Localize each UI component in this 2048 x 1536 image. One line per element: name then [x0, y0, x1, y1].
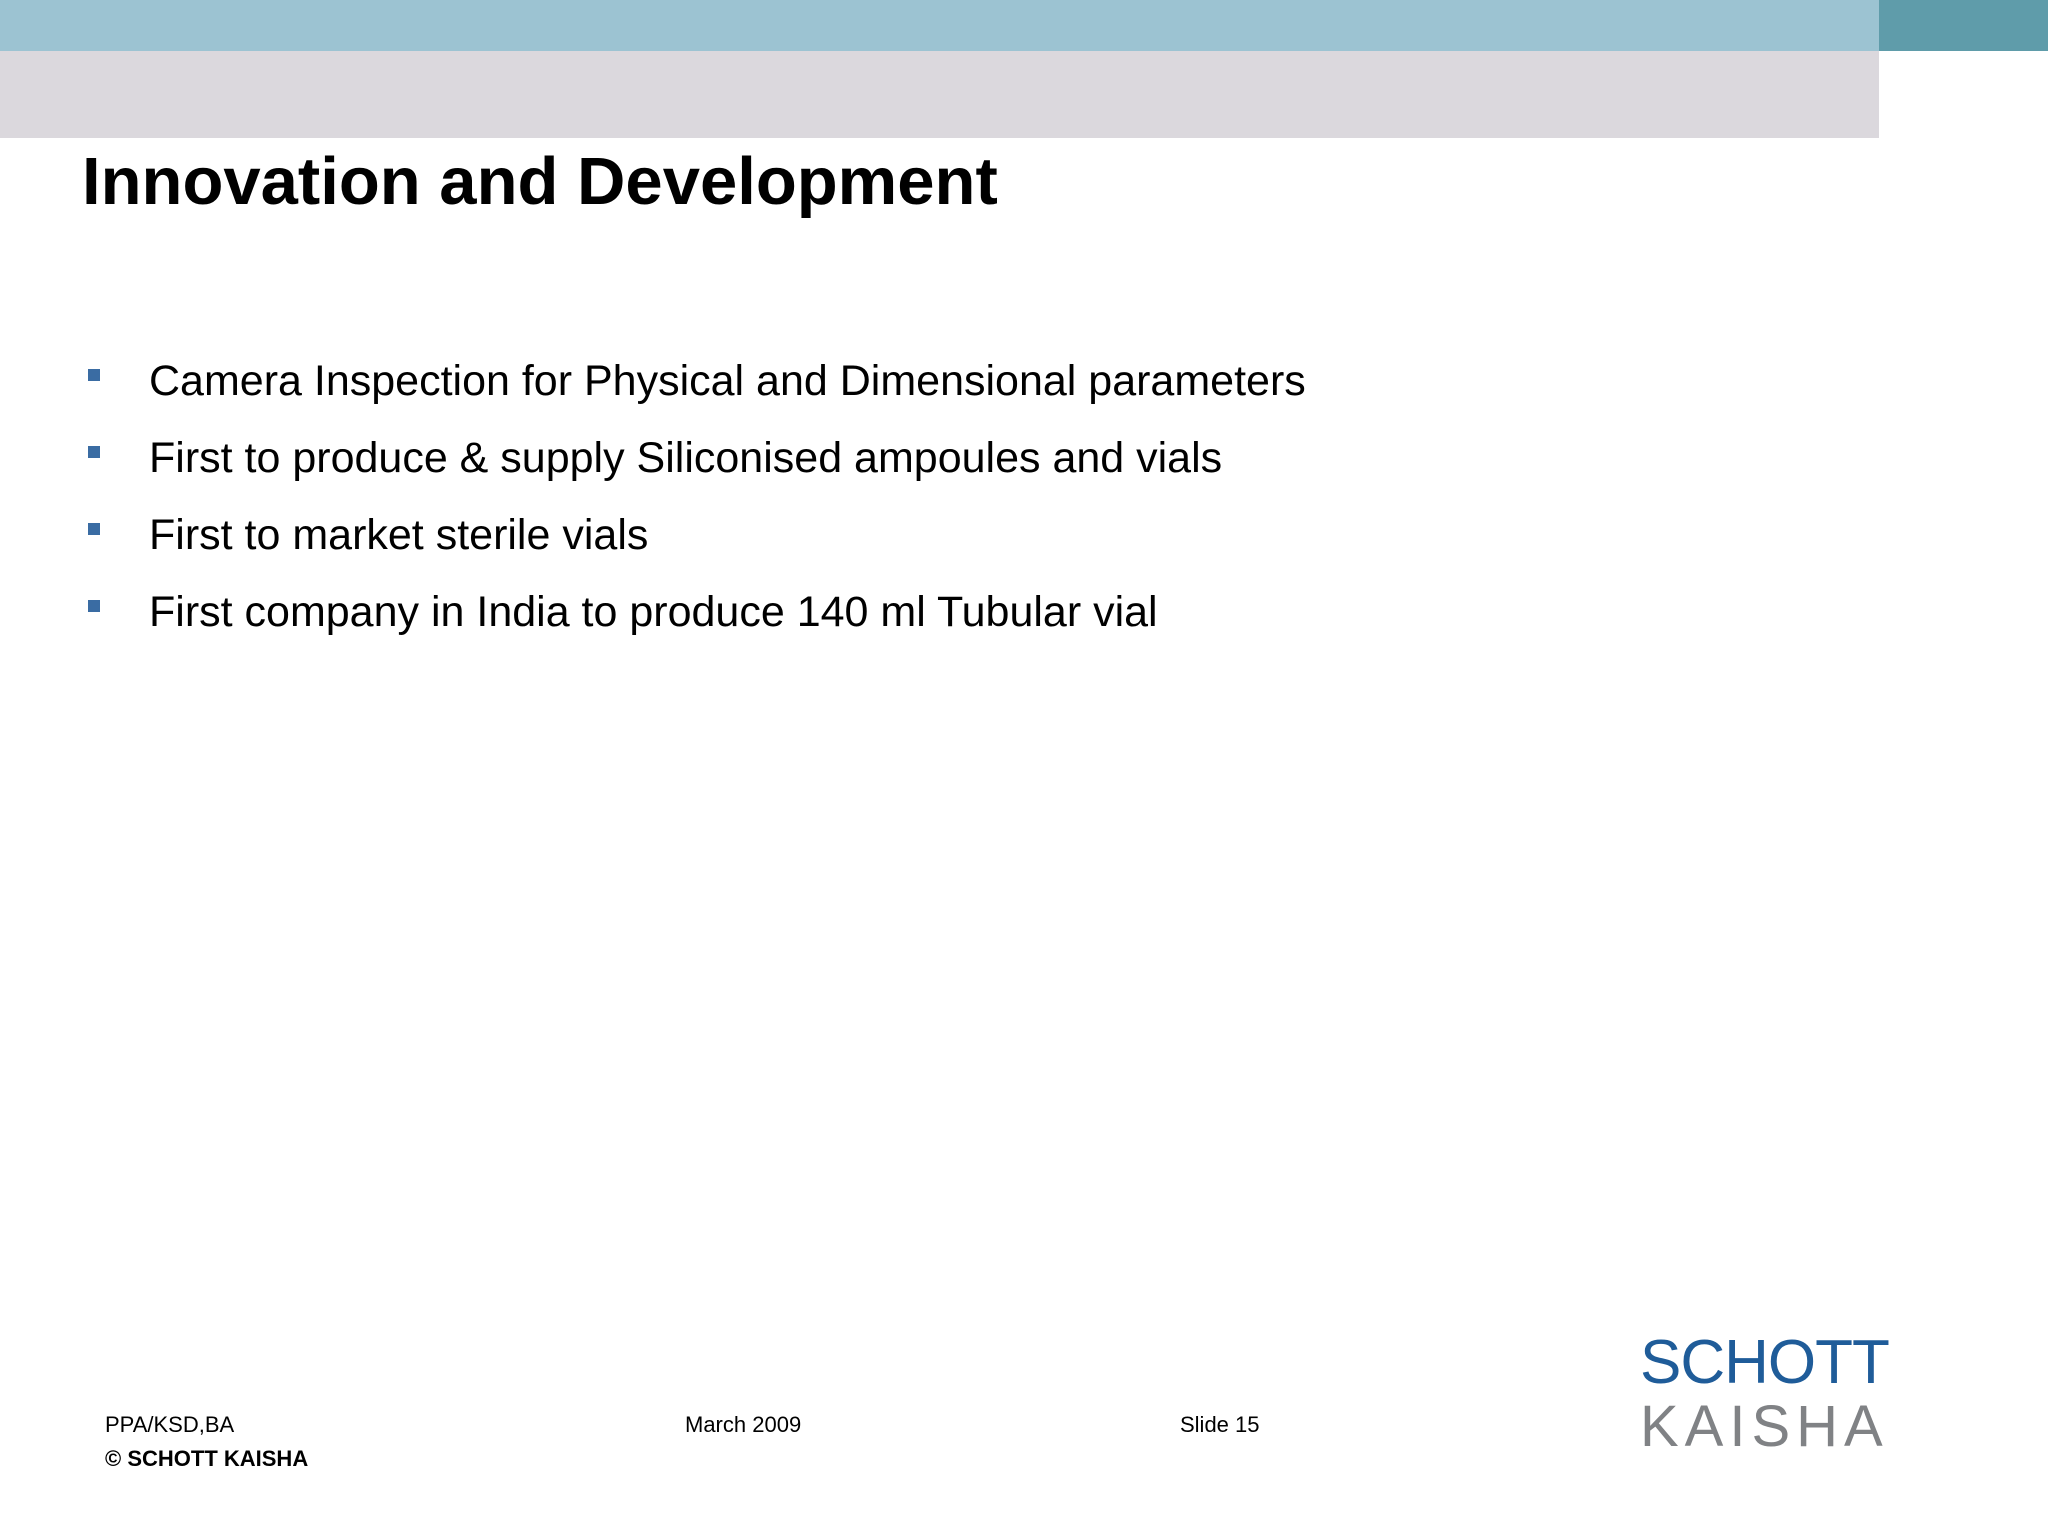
header-gray-band — [0, 51, 1879, 138]
bullet-square-icon — [88, 369, 100, 381]
bullet-square-icon — [88, 446, 100, 458]
bullet-square-icon — [88, 600, 100, 612]
footer-author: PPA/KSD,BA — [105, 1412, 235, 1437]
logo-line-kaisha: KAISHA — [1640, 1394, 1889, 1459]
bullet-text: First to produce & supply Siliconised ampoules and vials — [149, 434, 1223, 482]
footer-copyright: © SCHOTT KAISHA — [105, 1446, 309, 1471]
bullet-item — [0, 345, 1500, 422]
header-accent-block — [1879, 0, 2048, 51]
bullet-text: First company in India to produce 140 ml Tubular vial — [149, 588, 1158, 636]
bullet-item — [0, 576, 1500, 653]
slide-title: Innovation and Development — [82, 144, 998, 219]
footer-date: March 2009 — [685, 1412, 802, 1437]
bullet-item — [0, 422, 1500, 499]
header-top-band — [0, 0, 1879, 51]
footer-slide-number: Slide 15 — [1180, 1412, 1260, 1437]
schott-kaisha-logo — [1640, 1328, 1889, 1459]
bullet-list — [0, 345, 1500, 653]
bullet-text: Camera Inspection for Physical and Dimensional parameters — [149, 357, 1306, 405]
bullet-text: First to market sterile vials — [149, 511, 649, 559]
bullet-item — [0, 499, 1500, 576]
bullet-square-icon — [88, 523, 100, 535]
logo-line-schott: SCHOTT — [1640, 1328, 1889, 1397]
